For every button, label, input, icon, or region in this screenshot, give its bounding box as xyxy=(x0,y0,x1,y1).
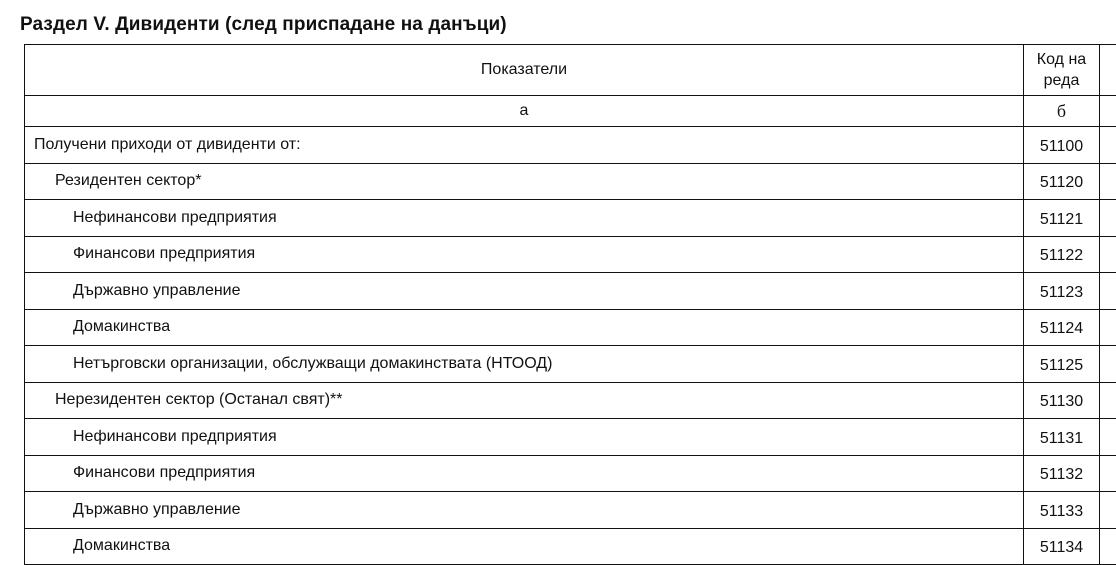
row-code: 51133 xyxy=(1024,492,1100,529)
row-label: Финансови предприятия xyxy=(25,455,1024,492)
row-label: Държавно управление xyxy=(25,492,1024,529)
table-row xyxy=(25,200,1116,237)
section-title: Раздел V. Дивиденти (след приспадане на данъци) xyxy=(20,14,507,36)
row-code: 51134 xyxy=(1024,528,1100,565)
row-value-cell[interactable] xyxy=(1100,273,1116,310)
row-label: Получени приходи от дивиденти от: xyxy=(25,127,1024,164)
row-code: 51120 xyxy=(1024,163,1100,200)
dividends-table xyxy=(24,44,1116,565)
row-value-cell[interactable] xyxy=(1100,492,1116,529)
row-value-cell[interactable] xyxy=(1100,309,1116,346)
column-letter-row xyxy=(25,96,1116,127)
table-row xyxy=(25,419,1116,456)
row-code: 51123 xyxy=(1024,273,1100,310)
table-row xyxy=(25,309,1116,346)
row-value-cell[interactable] xyxy=(1100,419,1116,456)
row-code: 51124 xyxy=(1024,309,1100,346)
row-label: Резидентен сектор* xyxy=(25,163,1024,200)
indicators-letter: а xyxy=(25,96,1024,127)
row-label: Нефинансови предприятия xyxy=(25,200,1024,237)
row-code: 51132 xyxy=(1024,455,1100,492)
row-code: 51100 xyxy=(1024,127,1100,164)
row-value-cell[interactable] xyxy=(1100,236,1116,273)
row-value-cell[interactable] xyxy=(1100,528,1116,565)
row-value-cell[interactable] xyxy=(1100,346,1116,383)
table-header-row xyxy=(25,45,1116,96)
indicators-header: Показатели xyxy=(25,45,1024,96)
row-code: 51130 xyxy=(1024,382,1100,419)
row-value-cell[interactable] xyxy=(1100,200,1116,237)
row-label: Домакинства xyxy=(25,309,1024,346)
row-value-cell[interactable] xyxy=(1100,455,1116,492)
table-row xyxy=(25,528,1116,565)
table-row xyxy=(25,236,1116,273)
row-label: Нефинансови предприятия xyxy=(25,419,1024,456)
table-row xyxy=(25,273,1116,310)
row-value-cell[interactable] xyxy=(1100,127,1116,164)
row-value-cell[interactable] xyxy=(1100,382,1116,419)
row-label: Нетърговски организации, обслужващи домакинствата (НТООД) xyxy=(25,346,1024,383)
row-code-header-line1: Код на xyxy=(1037,51,1086,68)
row-code: 51122 xyxy=(1024,236,1100,273)
table-row xyxy=(25,346,1116,383)
row-label: Нерезидентен сектор (Останал свят)** xyxy=(25,382,1024,419)
row-code-header xyxy=(1024,45,1100,96)
row-code-letter: б xyxy=(1024,96,1100,127)
table-row xyxy=(25,382,1116,419)
value-column-header xyxy=(1100,45,1116,96)
row-code: 51125 xyxy=(1024,346,1100,383)
row-code: 51131 xyxy=(1024,419,1100,456)
table-row xyxy=(25,163,1116,200)
table-row xyxy=(25,455,1116,492)
row-code: 51121 xyxy=(1024,200,1100,237)
row-value-cell[interactable] xyxy=(1100,163,1116,200)
table-row xyxy=(25,127,1116,164)
row-code-header-line2: реда xyxy=(1044,72,1080,89)
row-label: Държавно управление xyxy=(25,273,1024,310)
row-label: Домакинства xyxy=(25,528,1024,565)
row-label: Финансови предприятия xyxy=(25,236,1024,273)
value-column-letter xyxy=(1100,96,1116,127)
table-row xyxy=(25,492,1116,529)
